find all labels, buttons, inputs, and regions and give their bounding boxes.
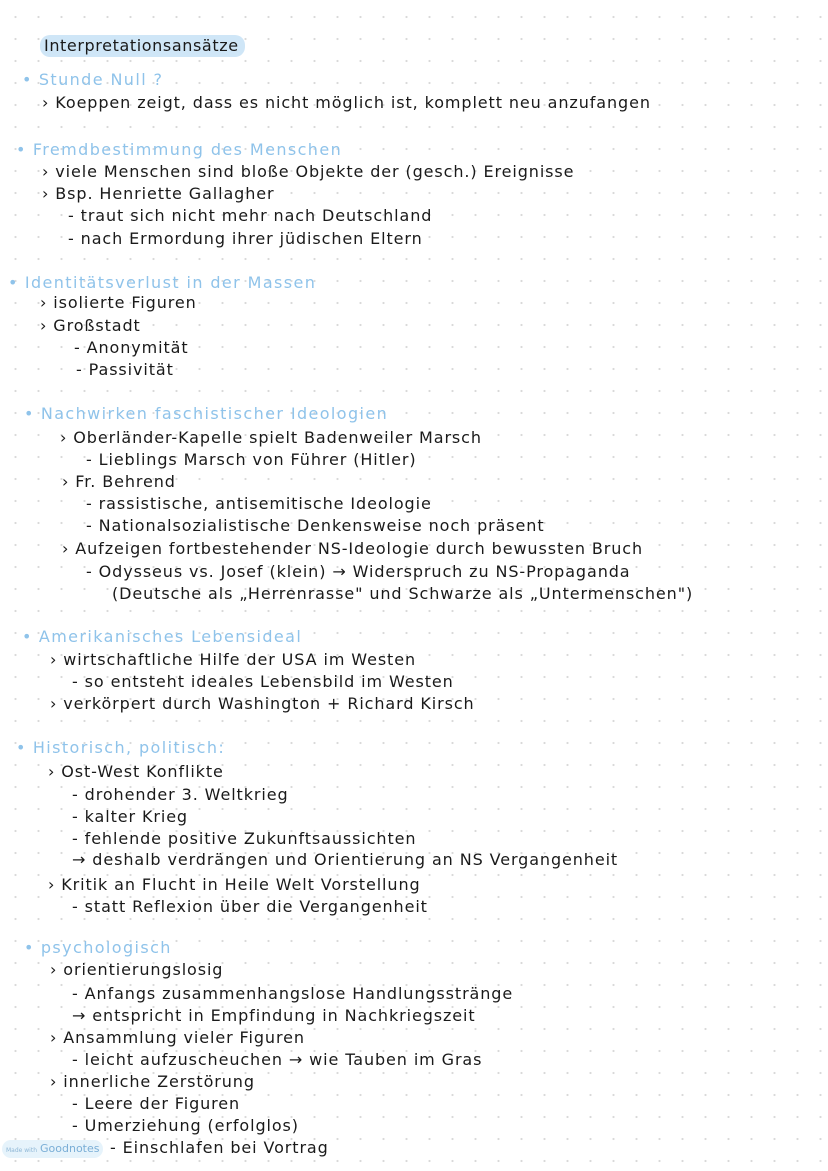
line-text: - drohender 3. Weltkrieg	[72, 785, 289, 804]
bullet-icon: •	[16, 140, 27, 159]
note-line	[50, 650, 416, 670]
note-line	[72, 984, 513, 1004]
section-heading	[16, 140, 342, 160]
line-text: › isolierte Figuren	[40, 293, 197, 312]
note-line	[68, 229, 423, 249]
note-line	[72, 807, 188, 827]
line-text: (Deutsche als „Herrenrasse" und Schwarze als „Untermenschen")	[112, 584, 694, 603]
note-line	[50, 960, 223, 980]
note-line	[42, 184, 275, 204]
line-text: Stunde Null ?	[38, 70, 164, 89]
line-text: - Odysseus vs. Josef (klein) → Widerspruch zu NS-Propaganda	[86, 562, 631, 581]
section-heading	[24, 938, 172, 958]
note-line	[48, 875, 421, 895]
line-text: - Anfangs zusammenhangslose Handlungsstränge	[72, 984, 514, 1003]
line-text: › Koeppen zeigt, dass es nicht möglich ist, komplett neu anzufangen	[42, 93, 651, 112]
line-text: › orientierungslosig	[50, 960, 224, 979]
line-text: - leicht aufzuscheuchen → wie Tauben im Gras	[72, 1050, 483, 1069]
bullet-icon: •	[24, 938, 35, 957]
line-text: › viele Menschen sind bloße Objekte der (gesch.) Ereignisse	[42, 162, 575, 181]
line-text: › Aufzeigen fortbestehender NS-Ideologie durch bewussten Bruch	[62, 539, 644, 558]
line-text: › Großstadt	[40, 316, 141, 335]
note-line	[50, 1072, 255, 1092]
line-text: › Kritik an Flucht in Heile Welt Vorstellung	[48, 875, 421, 894]
line-text: - kalter Krieg	[72, 807, 188, 826]
note-line	[72, 1094, 240, 1114]
line-text: psychologisch	[40, 938, 172, 957]
bullet-icon: •	[8, 273, 19, 292]
line-text: - traut sich nicht mehr nach Deutschland	[68, 206, 433, 225]
line-text: - Passivität	[76, 360, 174, 379]
note-line	[60, 428, 482, 448]
line-text: Nachwirken faschistischer Ideologien	[40, 404, 389, 423]
line-text: Historisch, politisch:	[32, 738, 226, 757]
note-line	[40, 316, 141, 336]
line-text: - fehlende positive Zukunftsaussichten	[72, 829, 417, 848]
bullet-icon: •	[22, 627, 33, 646]
line-text: - rassistische, antisemitische Ideologie	[86, 494, 432, 513]
note-line	[50, 694, 475, 714]
line-text: › wirtschaftliche Hilfe der USA im Westen	[50, 650, 417, 669]
note-line	[110, 1138, 329, 1158]
note-line	[74, 338, 189, 358]
line-text: - so entsteht ideales Lebensbild im Westen	[72, 672, 454, 691]
line-text: - Nationalsozialistische Denkensweise noch präsent	[86, 516, 545, 535]
line-text: - Anonymität	[74, 338, 189, 357]
line-text: › innerliche Zerstörung	[50, 1072, 255, 1091]
note-line	[72, 850, 618, 870]
line-text: › verkörpert durch Washington + Richard Kirsch	[50, 694, 475, 713]
line-text: Identitätsverlust in der Massen	[24, 273, 317, 292]
section-heading	[22, 70, 163, 90]
note-line	[72, 1006, 476, 1026]
line-text: → entspricht in Empfindung in Nachkriegszeit	[72, 1006, 476, 1025]
watermark-prefix: Made with	[6, 1147, 37, 1154]
section-heading	[8, 273, 316, 293]
note-line	[50, 1028, 305, 1048]
note-line	[40, 293, 197, 313]
section-heading	[22, 627, 302, 647]
note-line	[68, 206, 432, 226]
note-line	[86, 516, 545, 536]
line-text: › Ost-West Konflikte	[48, 762, 224, 781]
note-line	[86, 450, 417, 470]
note-line	[112, 584, 693, 604]
section-heading	[24, 404, 388, 424]
line-text: › Ansammlung vieler Figuren	[50, 1028, 305, 1047]
watermark-brand: Goodnotes	[40, 1142, 100, 1155]
line-text: › Fr. Behrend	[62, 472, 176, 491]
note-line	[76, 360, 174, 380]
line-text: - nach Ermordung ihrer jüdischen Eltern	[68, 229, 423, 248]
bullet-icon: •	[24, 404, 35, 423]
line-text: › Oberländer-Kapelle spielt Badenweiler Marsch	[60, 428, 482, 447]
note-line	[42, 93, 651, 113]
goodnotes-watermark	[2, 1140, 103, 1158]
line-text: - statt Reflexion über die Vergangenheit	[72, 897, 428, 916]
note-line	[72, 897, 428, 917]
note-line	[86, 562, 631, 582]
note-line	[62, 539, 643, 559]
note-line	[72, 672, 454, 692]
note-line	[62, 472, 176, 492]
note-line	[48, 762, 224, 782]
note-line	[72, 1050, 482, 1070]
note-line	[72, 829, 416, 849]
note-line	[86, 494, 432, 514]
line-text: - Umerziehung (erfolglos)	[72, 1116, 299, 1135]
bullet-icon: •	[16, 738, 27, 757]
line-text: - Leere der Figuren	[72, 1094, 241, 1113]
page-title: Interpretationsansätze	[40, 35, 245, 57]
line-text: - Lieblings Marsch von Führer (Hitler)	[86, 450, 417, 469]
line-text: Fremdbestimmung des Menschen	[32, 140, 343, 159]
line-text: - Einschlafen bei Vortrag	[110, 1138, 329, 1157]
section-heading	[16, 738, 225, 758]
line-text: → deshalb verdrängen und Orientierung an NS Vergangenheit	[72, 850, 619, 869]
note-line	[72, 1116, 299, 1136]
bullet-icon: •	[22, 70, 33, 89]
line-text: › Bsp. Henriette Gallagher	[42, 184, 275, 203]
note-line	[42, 162, 574, 182]
line-text: Amerikanisches Lebensideal	[38, 627, 303, 646]
note-line	[72, 785, 289, 805]
